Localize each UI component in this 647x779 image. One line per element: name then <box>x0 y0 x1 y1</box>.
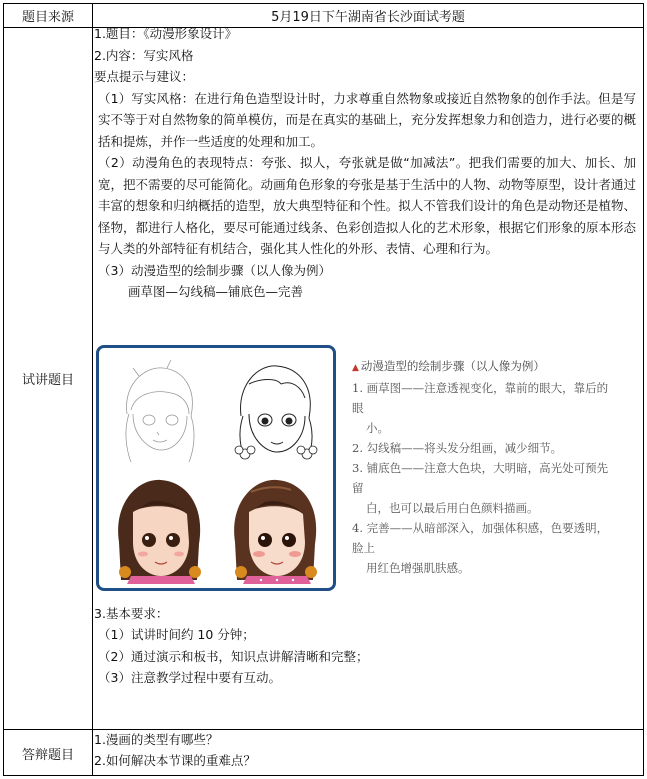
source-label: 题目来源 <box>21 10 74 25</box>
figure-notes <box>352 356 612 578</box>
note-step-1-cont: 小。 <box>366 421 389 435</box>
paragraph-realistic: （1）写实风格：在进行角色造型设计时，力求尊重自然物象或接近自然物象的创作手法。但是写实不等于对自然物象的简单模仿，而是在真实的基础上，充分发挥想象力和创造力，进行必要的概括和提炼，并作一些适度的处理和加工。 <box>98 90 636 149</box>
paragraph-features: （2）动漫角色的表现特点：夸张、拟人，夸张就是做“加减法”。把我们需要的加大、加长、加宽，把不需要的尽可能简化。动画角色形象的夸张是基于生活中的人物、动物等原型，设计者通过丰富的想象和归纳概括的造型，放大典型特征和个性。拟人不管我们设计的角色是动物还是植物、怪物，都进行人格化，要尽可能通过线条、色彩创造拟人化的艺术形象，根据它们形象的原本形态与人类的外部特征有机结合，强化其人性化的外形、表情、心理和行为。 <box>98 155 636 256</box>
note-step-2: 2. 勾线稿——将头发分组画，减少细节。 <box>352 441 563 455</box>
lineart-panel <box>221 354 329 466</box>
finished-panel <box>221 472 329 584</box>
lecture-label: 试讲题目 <box>21 373 74 388</box>
defense-label: 答辩题目 <box>21 747 74 763</box>
basecolor-panel <box>105 472 213 584</box>
defense-question-1: 1.漫画的类型有哪些？ <box>94 732 219 747</box>
exam-title: 5月19日下午湖南省长沙面试考题 <box>271 10 465 25</box>
content-line: 2.内容：写实风格 <box>94 47 194 63</box>
paragraph-steps: （3）动漫造型的绘制步骤（以人像为例） <box>98 262 331 278</box>
requirement-3: （3）注意教学过程中要有互动。 <box>98 670 281 685</box>
steps-sequence: 画草图—勾线稿—铺底色—完善 <box>128 284 304 299</box>
note-step-1: 1. 画草图——注意透视变化，靠前的眼大，靠后的眼 <box>352 381 609 415</box>
topic-line: 1.题目：《动漫形象设计》 <box>94 26 238 41</box>
column-divider <box>92 4 93 775</box>
notes-title: ▲ 动漫造型的绘制步骤（以人像为例） <box>352 356 612 378</box>
requirement-2: （2）通过演示和板书，知识点讲解清晰和完整； <box>98 648 369 664</box>
note-step-3: 3. 铺底色——注意大色块，大明暗，高光处可预先留 <box>352 461 609 495</box>
note-step-4-cont: 用红色增强肌肤感。 <box>366 561 470 575</box>
requirement-1: （1）试讲时间约 10 分钟； <box>98 627 255 642</box>
basic-requirements-title: 3.基本要求： <box>94 605 169 621</box>
drawing-steps-figure <box>96 345 336 591</box>
defense-question-2: 2.如何解决本节课的重难点？ <box>94 753 256 768</box>
note-step-4: 4. 完善——从暗部深入，加强体积感，色要透明，脸上 <box>352 521 609 555</box>
sketch-panel <box>105 354 213 466</box>
defense-questions <box>94 729 256 771</box>
note-step-3-cont: 白，也可以最后用白色颜料描画。 <box>366 501 539 515</box>
hints-title: 要点提示与建议： <box>94 69 195 84</box>
